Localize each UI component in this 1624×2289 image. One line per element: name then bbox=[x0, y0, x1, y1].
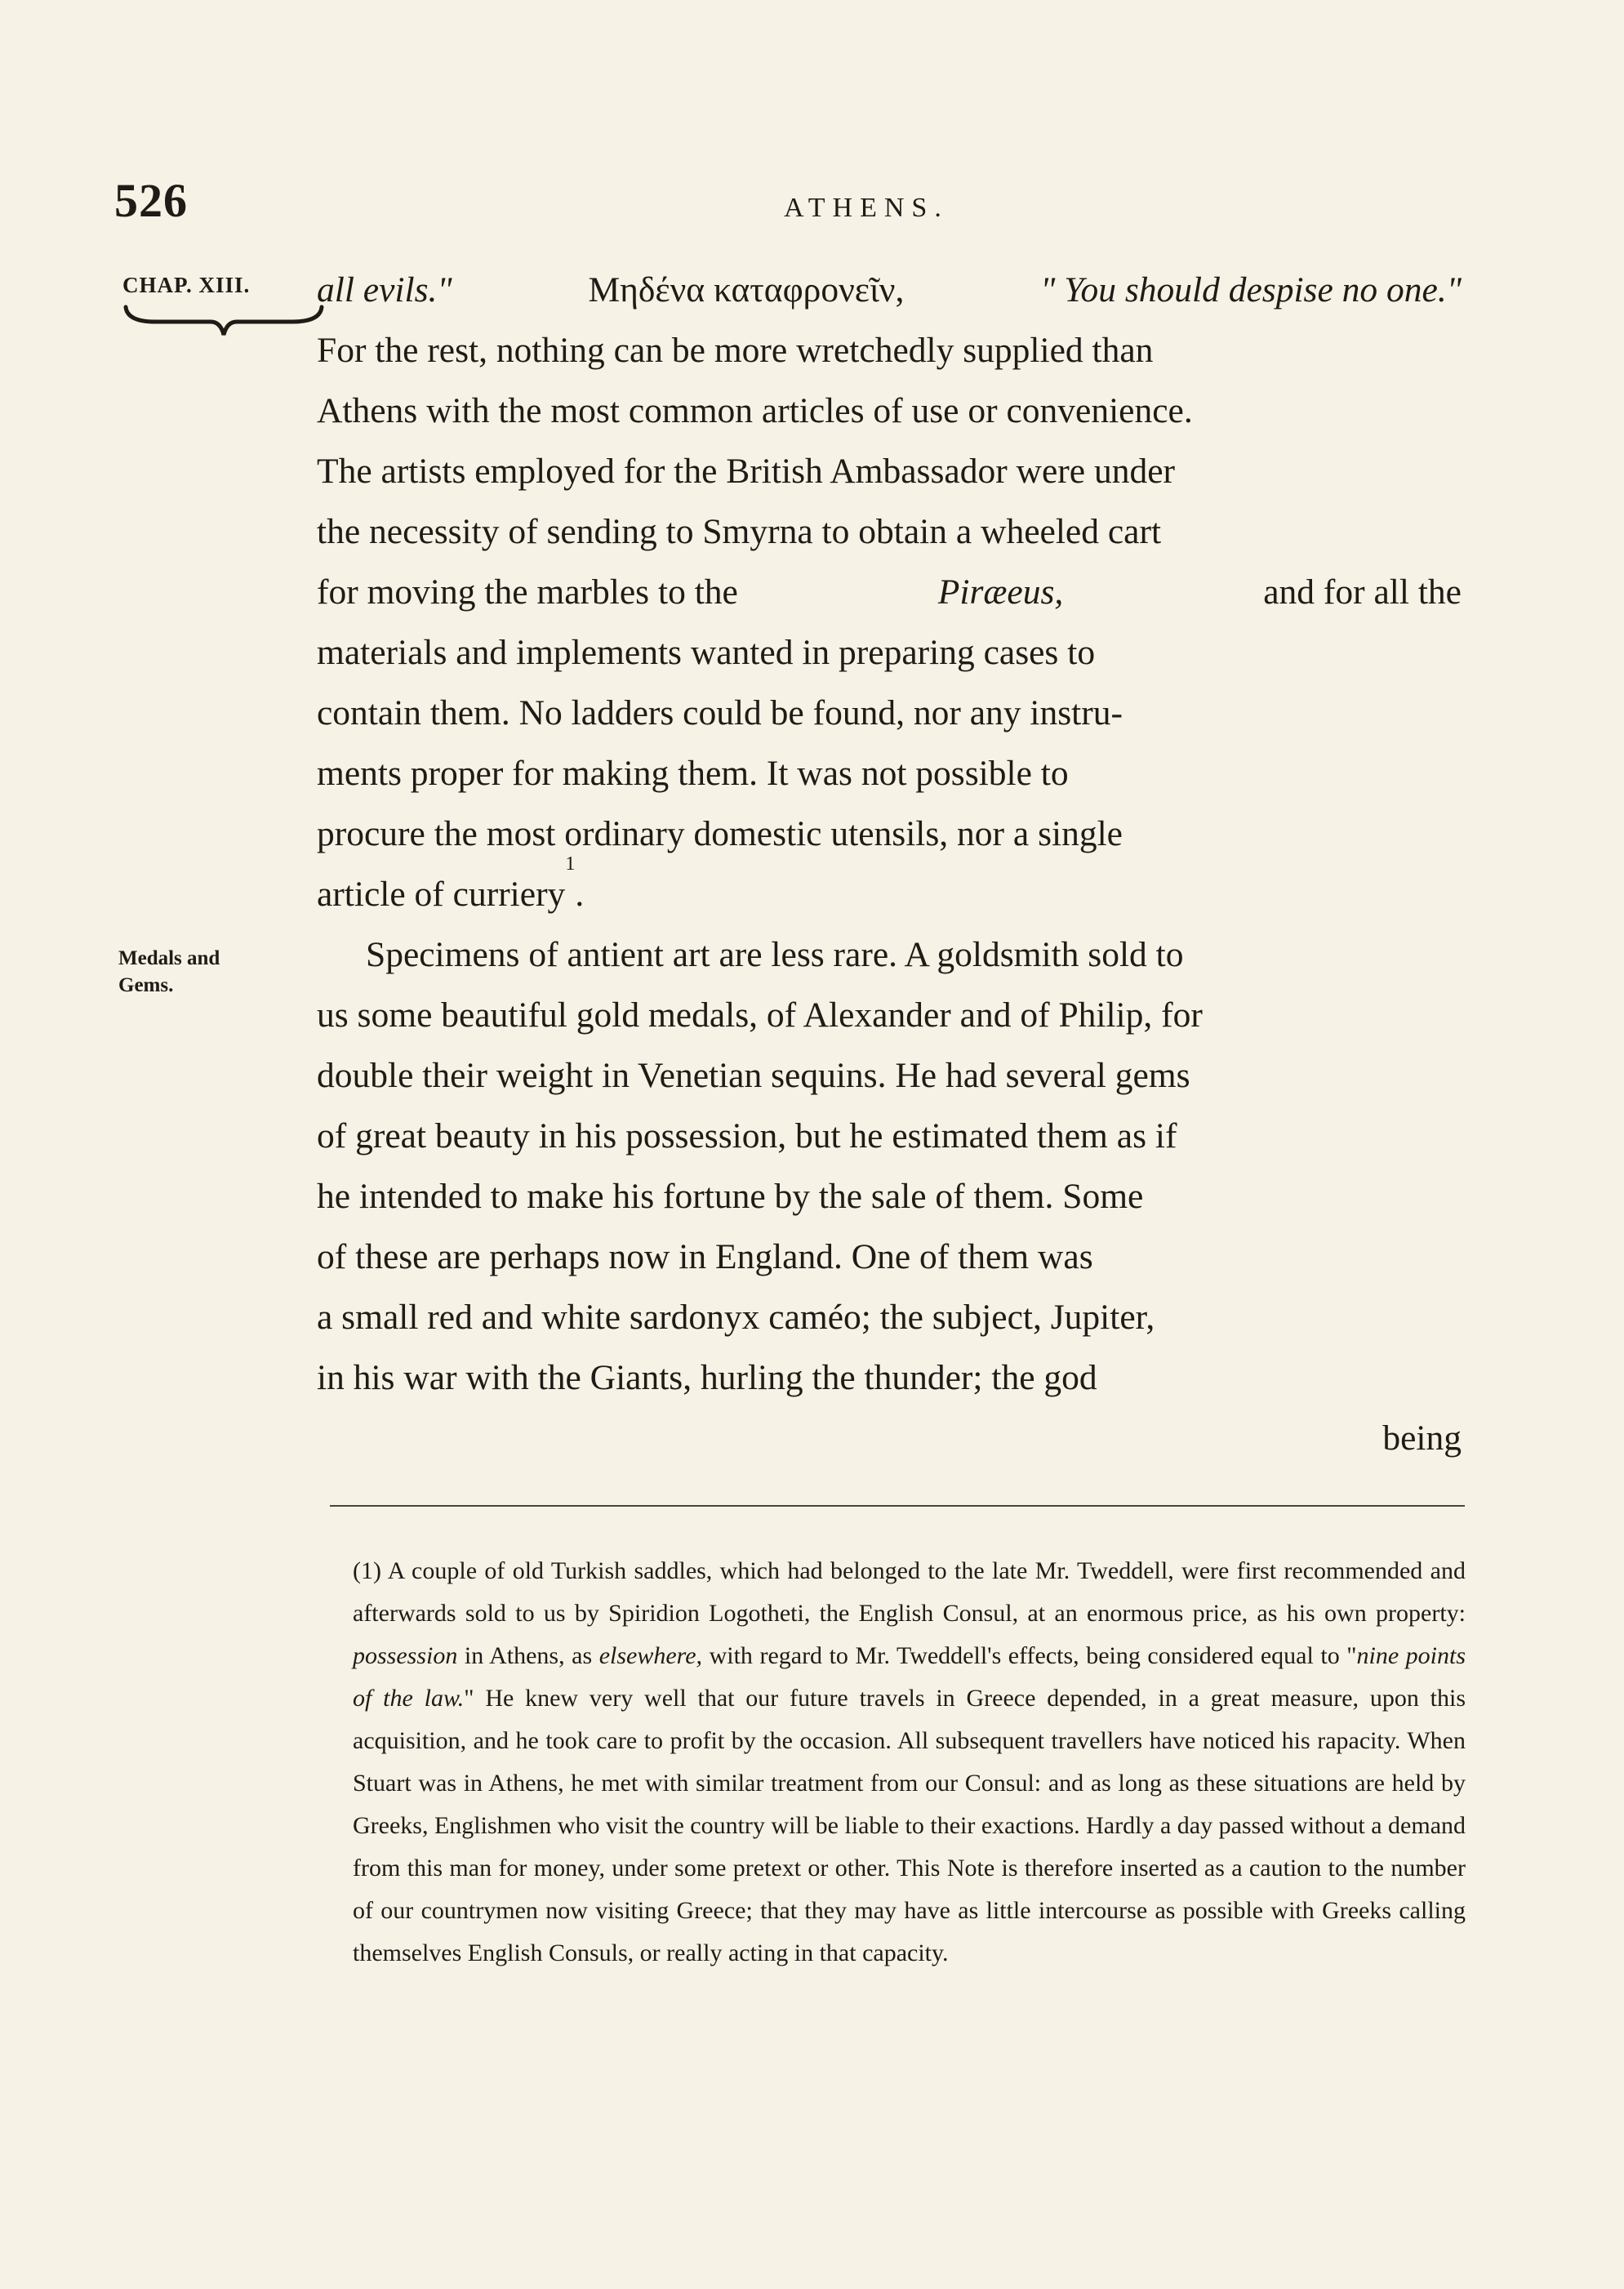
brace-ornament-icon bbox=[122, 304, 325, 338]
text-segment: for moving the marbles to the bbox=[317, 572, 738, 612]
text-line bbox=[317, 320, 1462, 381]
side-note-medals-gems bbox=[118, 945, 241, 999]
text-segment: The artists employed for the British Ambassador were under bbox=[317, 452, 1175, 491]
text-segment: Specimens of antient art are less rare. A goldsmith sold to bbox=[366, 935, 1184, 974]
text-line bbox=[317, 441, 1462, 501]
text-line bbox=[317, 683, 1462, 743]
footnote-text: with regard to Mr. Tweddell's effects, being considered equal to " bbox=[709, 1642, 1357, 1669]
text-line bbox=[317, 1347, 1462, 1408]
text-line bbox=[317, 1287, 1462, 1347]
text-segment: and for all the bbox=[1263, 572, 1462, 612]
text-line bbox=[317, 985, 1462, 1045]
text-segment: materials and implements wanted in preparing cases to bbox=[317, 633, 1096, 672]
text-segment: he intended to make his fortune by the sale of them. Some bbox=[317, 1177, 1144, 1216]
text-segment: article of curriery bbox=[317, 875, 566, 914]
text-line bbox=[317, 853, 1462, 924]
catchword-line bbox=[317, 1408, 1462, 1468]
text-segment: in his war with the Giants, hurling the thunder; the god bbox=[317, 1358, 1097, 1397]
text-segment: double their weight in Venetian sequins. He had several gems bbox=[317, 1056, 1190, 1095]
text-segment: the necessity of sending to Smyrna to obtain a wheeled cart bbox=[317, 512, 1162, 551]
chapter-marginal-label: CHAP. XIII. bbox=[122, 273, 251, 297]
text-segment: . bbox=[575, 875, 585, 914]
text-line bbox=[317, 260, 1462, 320]
text-segment: For the rest, nothing can be more wretchedly supplied than bbox=[317, 331, 1154, 370]
text-line bbox=[317, 1045, 1462, 1106]
footnote-marker: (1) bbox=[353, 1557, 381, 1584]
body-text bbox=[317, 260, 1462, 1468]
greek-quote: Μηδένα καταφρονεῖν, bbox=[588, 270, 905, 310]
text-line bbox=[317, 622, 1462, 683]
footnote-text: " He knew very well that our future travels in Greece depended, in a great measure, upon this acquisition, and he took care to profit by the occasion. All subsequent travellers have noticed his rapacity. When Stuart was in Athens, he met with similar treatment from our Consul: and as long as these situations are held by Greeks, Englishmen who visit the country will be liable to their exactions. Hardly a day passed without a demand from this man for money, under some pretext or other. This Note is therefore inserted as a caution to the number of our countrymen now visiting Greece; that they may have as little intercourse as possible with Greeks calling themselves English Consuls, or really acting in that capacity. bbox=[353, 1685, 1466, 1966]
page-number: 526 bbox=[114, 174, 188, 227]
footnote-emphasis: possession bbox=[353, 1642, 458, 1669]
text-line bbox=[317, 1106, 1462, 1166]
text-line bbox=[317, 804, 1462, 864]
footnote-text: in Athens, as bbox=[464, 1642, 593, 1669]
footnote-divider bbox=[330, 1505, 1465, 1507]
footnote-paragraph bbox=[318, 1550, 1466, 1975]
text-segment: all evils." bbox=[317, 270, 452, 310]
text-segment: ments proper for making them. It was not possible to bbox=[317, 754, 1069, 793]
text-line bbox=[317, 1166, 1462, 1227]
text-segment: of these are perhaps now in England. One of them was bbox=[317, 1237, 1093, 1276]
footnote-ref: 1 bbox=[565, 853, 576, 875]
text-segment: of great beauty in his possession, but he estimated them as if bbox=[317, 1116, 1177, 1156]
side-note-text: Medals and Gems. bbox=[118, 947, 220, 996]
text-line bbox=[317, 924, 1462, 985]
text-line bbox=[317, 562, 1462, 622]
catchword: being bbox=[1382, 1418, 1462, 1458]
text-segment: us some beautiful gold medals, of Alexander and of Philip, for bbox=[317, 995, 1203, 1035]
text-segment: contain them. No ladders could be found, nor any instru- bbox=[317, 693, 1123, 733]
text-line bbox=[317, 381, 1462, 441]
footnote bbox=[318, 1550, 1466, 1975]
text-segment: a small red and white sardonyx caméo; the subject, Jupiter, bbox=[317, 1298, 1155, 1337]
place-name: Piræeus, bbox=[937, 572, 1064, 612]
text-segment: procure the most ordinary domestic utensils, nor a single bbox=[317, 814, 1123, 853]
footnote-emphasis: nine points of the law. bbox=[353, 1642, 1466, 1712]
text-line bbox=[317, 743, 1462, 804]
running-title: ATHENS. bbox=[784, 193, 949, 223]
text-line bbox=[317, 501, 1462, 562]
text-segment: Athens with the most common articles of use or convenience. bbox=[317, 391, 1193, 430]
text-line bbox=[317, 1227, 1462, 1287]
footnote-emphasis: elsewhere, bbox=[598, 1642, 703, 1669]
text-segment: " You should despise no one." bbox=[1040, 270, 1462, 310]
footnote-text: A couple of old Turkish saddles, which had belonged to the late Mr. Tweddell, were first recommended and afterwards sold to us by Spiridion Logotheti, the English Consul, at an enormous price, as his own property: bbox=[353, 1557, 1466, 1627]
